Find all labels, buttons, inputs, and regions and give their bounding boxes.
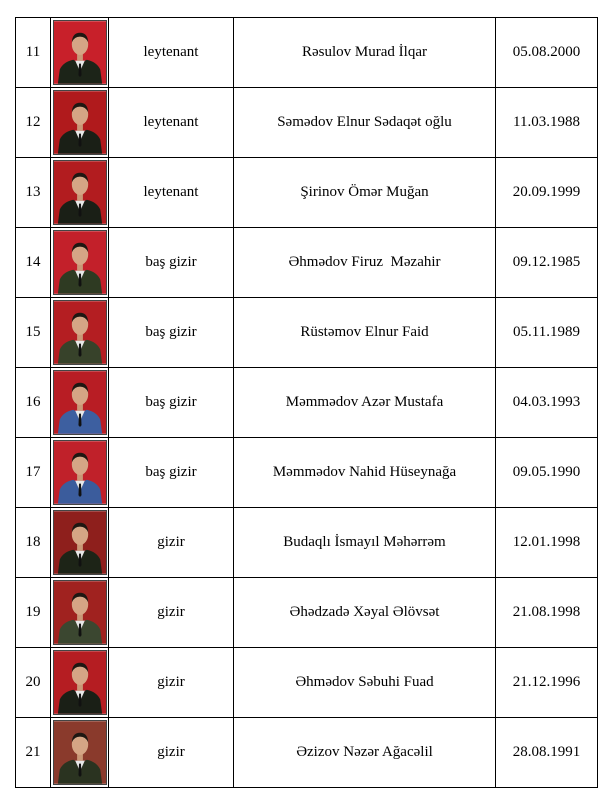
portrait-icon: [54, 231, 106, 294]
portrait-photo: [53, 510, 107, 575]
portrait-icon: [54, 91, 106, 154]
rank-cell: leytenant: [109, 158, 234, 228]
table-row: [16, 438, 598, 508]
portrait-icon: [54, 371, 106, 434]
portrait-icon: [54, 301, 106, 364]
table-row: [16, 368, 598, 438]
portrait-photo: [53, 20, 107, 85]
portrait-icon: [54, 511, 106, 574]
table-row: [16, 298, 598, 368]
full-name-cell: Budaqlı İsmayıl Məhərrəm: [234, 508, 496, 578]
table-row: [16, 158, 598, 228]
portrait-icon: [54, 581, 106, 644]
rank-cell: gizir: [109, 578, 234, 648]
rank-cell: baş gizir: [109, 298, 234, 368]
portrait-photo: [53, 650, 107, 715]
full-name-cell: Məmmədov Azər Mustafa: [234, 368, 496, 438]
row-number: 17: [16, 438, 51, 508]
birth-date-cell: 09.05.1990: [496, 438, 598, 508]
birth-date-cell: 21.12.1996: [496, 648, 598, 718]
birth-date-cell: 12.01.1998: [496, 508, 598, 578]
table-row: [16, 88, 598, 158]
portrait-icon: [54, 21, 106, 84]
portrait-photo: [53, 440, 107, 505]
table-row: [16, 18, 598, 88]
birth-date-cell: 05.08.2000: [496, 18, 598, 88]
photo-cell: [51, 648, 109, 718]
birth-date-cell: 28.08.1991: [496, 718, 598, 788]
portrait-photo: [53, 720, 107, 785]
row-number: 12: [16, 88, 51, 158]
birth-date-cell: 20.09.1999: [496, 158, 598, 228]
row-number: 15: [16, 298, 51, 368]
portrait-photo: [53, 90, 107, 155]
birth-date-cell: 05.11.1989: [496, 298, 598, 368]
table-row: [16, 508, 598, 578]
row-number: 11: [16, 18, 51, 88]
full-name-cell: Əzizov Nəzər Ağacəlil: [234, 718, 496, 788]
row-number: 20: [16, 648, 51, 718]
rank-cell: baş gizir: [109, 228, 234, 298]
photo-cell: [51, 718, 109, 788]
photo-cell: [51, 508, 109, 578]
birth-date-cell: 11.03.1988: [496, 88, 598, 158]
rank-cell: gizir: [109, 718, 234, 788]
row-number: 14: [16, 228, 51, 298]
portrait-icon: [54, 441, 106, 504]
row-number: 19: [16, 578, 51, 648]
full-name-cell: Səmədov Elnur Sədaqət oğlu: [234, 88, 496, 158]
row-number: 18: [16, 508, 51, 578]
table-row: [16, 228, 598, 298]
portrait-photo: [53, 370, 107, 435]
photo-cell: [51, 438, 109, 508]
rank-cell: baş gizir: [109, 438, 234, 508]
full-name-cell: Əhmədov Firuz Məzahir: [234, 228, 496, 298]
photo-cell: [51, 158, 109, 228]
photo-cell: [51, 298, 109, 368]
row-number: 16: [16, 368, 51, 438]
portrait-photo: [53, 160, 107, 225]
birth-date-cell: 21.08.1998: [496, 578, 598, 648]
table-row: [16, 718, 598, 788]
rank-cell: leytenant: [109, 18, 234, 88]
row-number: 13: [16, 158, 51, 228]
table-row: [16, 578, 598, 648]
portrait-icon: [54, 161, 106, 224]
rank-cell: leytenant: [109, 88, 234, 158]
full-name-cell: Rüstəmov Elnur Faid: [234, 298, 496, 368]
full-name-cell: Məmmədov Nahid Hüseynağa: [234, 438, 496, 508]
personnel-table: [15, 17, 598, 788]
personnel-table-body: [16, 18, 598, 788]
photo-cell: [51, 578, 109, 648]
rank-cell: baş gizir: [109, 368, 234, 438]
birth-date-cell: 04.03.1993: [496, 368, 598, 438]
full-name-cell: Şirinov Ömər Muğan: [234, 158, 496, 228]
photo-cell: [51, 368, 109, 438]
rank-cell: gizir: [109, 508, 234, 578]
portrait-icon: [54, 651, 106, 714]
rank-cell: gizir: [109, 648, 234, 718]
full-name-cell: Əhədzadə Xəyal Əlövsət: [234, 578, 496, 648]
full-name-cell: Rəsulov Murad İlqar: [234, 18, 496, 88]
photo-cell: [51, 228, 109, 298]
row-number: 21: [16, 718, 51, 788]
portrait-photo: [53, 300, 107, 365]
table-row: [16, 648, 598, 718]
photo-cell: [51, 88, 109, 158]
full-name-cell: Əhmədov Səbuhi Fuad: [234, 648, 496, 718]
portrait-photo: [53, 580, 107, 645]
portrait-photo: [53, 230, 107, 295]
birth-date-cell: 09.12.1985: [496, 228, 598, 298]
portrait-icon: [54, 721, 106, 784]
photo-cell: [51, 18, 109, 88]
